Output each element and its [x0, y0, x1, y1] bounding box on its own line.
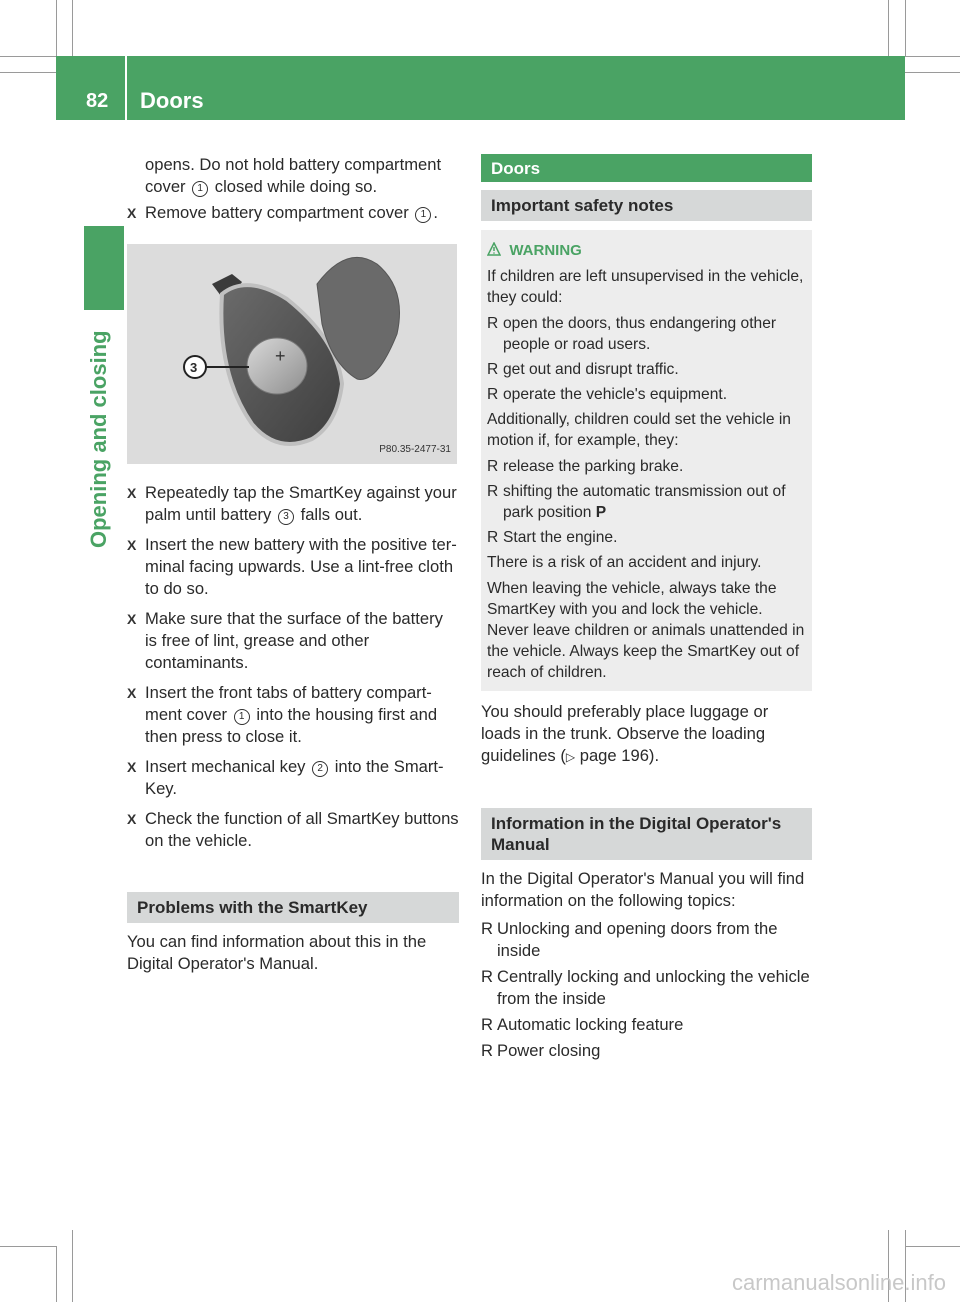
bullet-text: open the doors, thus endangering other people or road users. [503, 315, 777, 353]
warning-box [481, 230, 812, 691]
warning-intro: If children are left unsupervised in the vehicle, they could: [487, 268, 804, 306]
marker-1: 1 [234, 709, 250, 725]
step-text: Insert mechanical key [145, 757, 311, 776]
step-arrow-icon: X [127, 685, 137, 701]
bullet-icon: R [481, 919, 493, 938]
figure-code: P80.35-2477-31 [379, 444, 451, 455]
page-reference-link[interactable]: page 196). [575, 746, 660, 765]
warning-leaving: When leaving the vehicle, always take the SmartKey with you and lock the vehicle. Never leave children or animals unattended in the vehicle. Always keep the SmartKey out of reach of children. [487, 580, 805, 681]
step-check-buttons [127, 808, 459, 852]
luggage-text-part: You should preferably place luggage or loads in the trunk. Observe the loading guidelines ( [481, 702, 769, 765]
bullet-icon: R [487, 483, 499, 500]
warning-additionally: Additionally, children could set the vehicle in motion if, for example, they: [487, 411, 791, 449]
smartkey-illustration [127, 244, 457, 464]
warning-bullet [487, 456, 806, 477]
step-check-surface [127, 608, 459, 674]
step-text: Remove battery compartment cover [145, 203, 414, 222]
bullet-icon: R [487, 361, 499, 378]
step-arrow-icon: X [127, 611, 137, 627]
bullet-text: Unlocking and opening doors from the inside [497, 919, 778, 960]
bullet-icon: R [487, 315, 499, 332]
crop-mark [72, 1230, 73, 1302]
smartkey-battery-figure [127, 244, 457, 464]
doors-heading: Doors [481, 154, 812, 182]
step-text: . [433, 203, 438, 222]
crop-mark [72, 0, 73, 56]
bullet-icon: R [481, 1015, 493, 1034]
digital-intro: In the Digital Operator's Manual you will find information on the following topics: [481, 869, 805, 910]
warning-title: WARNING [509, 242, 582, 259]
right-column [481, 154, 812, 1066]
watermark: carmanualsonline.info [731, 1270, 946, 1295]
crop-mark [0, 72, 56, 73]
crop-mark [0, 56, 56, 57]
warning-bullet [487, 313, 806, 355]
step-text: into the housing first and then press to close it. [145, 705, 438, 746]
bullet-icon: R [481, 1041, 493, 1060]
bullet-text: Centrally locking and unlocking the vehicle from the inside [497, 967, 810, 1008]
step-arrow-icon: X [127, 537, 137, 553]
bullet-icon: R [487, 529, 499, 546]
bullet-text: get out and disrupt traffic. [503, 361, 679, 378]
problems-heading: Problems with the SmartKey [127, 892, 459, 923]
marker-1: 1 [192, 181, 208, 197]
warning-risk: There is a risk of an accident and injury. [487, 554, 762, 571]
step-arrow-icon: X [127, 759, 137, 775]
crop-mark [905, 72, 960, 73]
topic-bullet [481, 1014, 812, 1036]
side-tab-label: Opening and closing [86, 330, 111, 548]
battery-plus-symbol: + [275, 346, 286, 366]
step-insert-battery [127, 534, 459, 600]
crop-mark [905, 56, 960, 57]
bullet-text: Start the engine. [503, 529, 618, 546]
bullet-icon: R [487, 386, 499, 403]
warning-bullet [487, 359, 806, 380]
intro-line: opens. Do not hold battery compartment [145, 155, 442, 174]
marker-3: 3 [278, 509, 294, 525]
warning-triangle-icon [487, 242, 501, 256]
warning-bullet [487, 527, 806, 548]
bullet-icon: R [481, 967, 493, 986]
intro-text [127, 154, 459, 198]
crop-mark [905, 1246, 960, 1247]
page-ref-icon: ▷ [565, 750, 576, 764]
bullet-text: Automatic locking feature [497, 1015, 684, 1034]
problems-text: You can find information about this in the Digital Operator's Manual. [127, 932, 427, 973]
crop-mark [56, 1246, 57, 1302]
step-text: falls out. [295, 505, 363, 524]
step-arrow-icon: X [127, 811, 137, 827]
step-text: into the Smart-Key. [145, 757, 444, 798]
topic-bullet [481, 1040, 812, 1062]
topic-bullet [481, 918, 812, 962]
luggage-text [481, 701, 812, 768]
marker-1: 1 [415, 207, 431, 223]
step-insert-front-tabs [127, 682, 459, 748]
header-title: Doors [140, 88, 204, 113]
bullet-text: Power closing [497, 1041, 601, 1060]
header-separator [125, 56, 127, 120]
page-number: 82 [86, 90, 109, 112]
safety-heading: Important safety notes [481, 190, 812, 221]
marker-2: 2 [312, 761, 328, 777]
bullet-text: release the parking brake. [503, 458, 684, 475]
step-tap-smartkey [127, 482, 459, 526]
warning-bullet [487, 384, 806, 405]
intro-line: closed while doing so. [210, 177, 378, 196]
step-text: Insert the front tabs of battery compart-ment cover [145, 683, 432, 724]
topic-bullet [481, 966, 812, 1010]
figure-callout-label: 3 [190, 360, 198, 375]
step-text: Insert the new battery with the positive ter-minal facing upwards. Use a lint-free cloth to do so. [145, 535, 457, 598]
step-text: Check the function of all SmartKey buttons on the vehicle. [145, 809, 459, 850]
step-remove-cover [127, 202, 459, 224]
crop-mark [56, 0, 57, 56]
bullet-icon: R [487, 458, 499, 475]
intro-line: cover [145, 177, 191, 196]
step-text: Repeatedly tap the SmartKey against your palm until battery [145, 483, 457, 524]
crop-mark [888, 0, 889, 56]
bullet-text: operate the vehicle's equipment. [503, 386, 728, 403]
step-arrow-icon: X [127, 205, 137, 221]
digital-manual-heading: Information in the Digital Operator's Manual [481, 808, 812, 860]
side-tab [84, 226, 124, 310]
step-insert-mechanical-key [127, 756, 459, 800]
crop-mark [905, 0, 906, 56]
crop-mark [0, 1246, 56, 1247]
park-position-label: P [595, 504, 607, 521]
left-column [127, 154, 459, 975]
step-text: Make sure that the surface of the battery is free of lint, grease and other contaminants. [145, 609, 443, 672]
warning-bullet [487, 481, 806, 523]
warning-title-row [487, 240, 806, 261]
bullet-text: shifting the automatic transmission out of park position [503, 483, 786, 521]
step-arrow-icon: X [127, 485, 137, 501]
